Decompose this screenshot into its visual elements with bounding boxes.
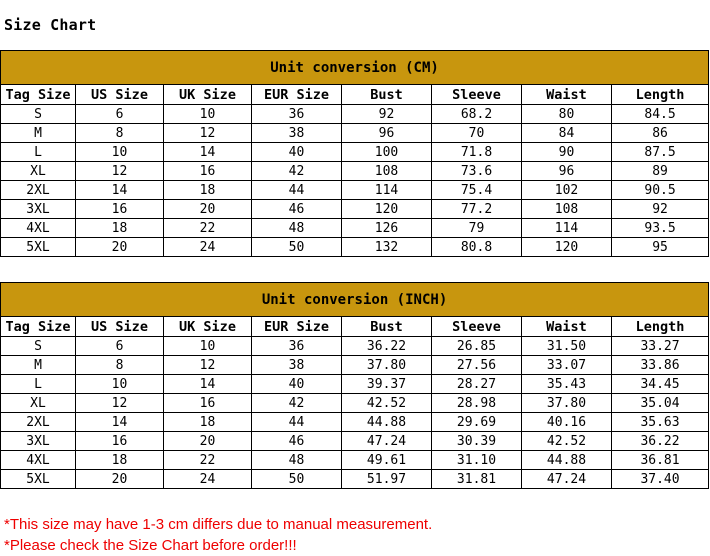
table-row [1,200,709,219]
table-cell: 42 [252,394,342,413]
table-cell: 12 [164,124,252,143]
table-cell: 20 [164,432,252,451]
column-header: Tag Size [1,317,76,337]
table-cell: 77.2 [432,200,522,219]
column-header: Sleeve [432,85,522,105]
table-cell: 35.63 [612,413,709,432]
table-cell: 18 [164,413,252,432]
table-cell: 73.6 [432,162,522,181]
table-cell: 36.22 [342,337,432,356]
table-row [1,413,709,432]
table-cell: 14 [76,181,164,200]
table-cell: 42 [252,162,342,181]
table-cell: 36 [252,105,342,124]
page-title: Size Chart [4,16,97,34]
table-cell: 87.5 [612,143,709,162]
table-cell: 2XL [1,413,76,432]
table-cell: 40 [252,143,342,162]
table-cell: 120 [522,238,612,257]
table-cell: 100 [342,143,432,162]
table-cell: 14 [164,375,252,394]
column-header: Tag Size [1,85,76,105]
table-cell: 44.88 [342,413,432,432]
table-cell: 29.69 [432,413,522,432]
table-cell: 12 [76,394,164,413]
table-cell: 10 [164,105,252,124]
table-row [1,238,709,257]
table-cell: 126 [342,219,432,238]
table-caption: Unit conversion (CM) [1,51,709,85]
table-cell: 33.86 [612,356,709,375]
table-cell: 27.56 [432,356,522,375]
table-cell: 90 [522,143,612,162]
table-cell: 16 [164,394,252,413]
table-row [1,470,709,489]
table-cell: 92 [612,200,709,219]
table-cell: 16 [76,200,164,219]
caption-row [1,283,709,317]
table-cell: 36 [252,337,342,356]
table-cell: 35.04 [612,394,709,413]
table-cell: 4XL [1,451,76,470]
table-cell: 22 [164,219,252,238]
table-cell: 34.45 [612,375,709,394]
table-cell: 84.5 [612,105,709,124]
table-cell: 28.98 [432,394,522,413]
table-cell: 12 [76,162,164,181]
table-cell: 47.24 [522,470,612,489]
table-cell: 22 [164,451,252,470]
table-cell: L [1,143,76,162]
table-cell: 80 [522,105,612,124]
table-cell: 108 [342,162,432,181]
table-cell: 6 [76,105,164,124]
table-cell: 5XL [1,238,76,257]
column-header: Bust [342,85,432,105]
table-cell: 6 [76,337,164,356]
table-cell: 24 [164,470,252,489]
table-cell: 108 [522,200,612,219]
table-cell: 35.43 [522,375,612,394]
table-cell: 28.27 [432,375,522,394]
table-cell: 8 [76,124,164,143]
table-cell: L [1,375,76,394]
table-cell: 120 [342,200,432,219]
table-cell: 18 [76,219,164,238]
table-cell: 31.81 [432,470,522,489]
table-cell: M [1,356,76,375]
column-header: Length [612,317,709,337]
table-cell: 40.16 [522,413,612,432]
column-header: Waist [522,317,612,337]
table-cell: 31.10 [432,451,522,470]
table-cell: 3XL [1,200,76,219]
note-measurement: *This size may have 1-3 cm differs due to manual measurement. [4,516,433,533]
table-cell: 30.39 [432,432,522,451]
caption-row [1,51,709,85]
table-cell: 102 [522,181,612,200]
table-cell: 48 [252,219,342,238]
size-table-inch [0,282,709,489]
table-cell: 95 [612,238,709,257]
table-cell: 44 [252,181,342,200]
table-cell: 26.85 [432,337,522,356]
table-cell: 18 [76,451,164,470]
table-cell: XL [1,394,76,413]
table-cell: 4XL [1,219,76,238]
table-cell: 18 [164,181,252,200]
table-row [1,394,709,413]
table-cell: 37.80 [342,356,432,375]
table-cell: 20 [76,470,164,489]
table-cell: 70 [432,124,522,143]
table-cell: 89 [612,162,709,181]
size-table-cm [0,50,709,257]
table-cell: 33.07 [522,356,612,375]
table-cell: 24 [164,238,252,257]
table-row [1,105,709,124]
table-cell: 38 [252,356,342,375]
table-cell: 68.2 [432,105,522,124]
table-cell: 38 [252,124,342,143]
table-cell: 51.97 [342,470,432,489]
table-cell: 86 [612,124,709,143]
table-cell: 10 [164,337,252,356]
table-cell: 96 [522,162,612,181]
column-header: Sleeve [432,317,522,337]
table-row [1,162,709,181]
table-cell: 36.22 [612,432,709,451]
table-cell: 42.52 [522,432,612,451]
table-cell: 14 [76,413,164,432]
column-header: UK Size [164,85,252,105]
table-cell: 10 [76,143,164,162]
table-cell: 84 [522,124,612,143]
table-cell: 40 [252,375,342,394]
table-cell: 93.5 [612,219,709,238]
table-row [1,451,709,470]
table-cell: 44 [252,413,342,432]
table-cell: 31.50 [522,337,612,356]
table-row [1,181,709,200]
table-cell: 8 [76,356,164,375]
table-cell: 49.61 [342,451,432,470]
table-caption: Unit conversion (INCH) [1,283,709,317]
table-cell: 132 [342,238,432,257]
table-cell: 92 [342,105,432,124]
table-cell: 114 [522,219,612,238]
table-cell: 20 [76,238,164,257]
table-cell: 2XL [1,181,76,200]
table-cell: 33.27 [612,337,709,356]
header-row [1,85,709,105]
table-cell: 10 [76,375,164,394]
table-row [1,337,709,356]
table-cell: 39.37 [342,375,432,394]
column-header: Length [612,85,709,105]
table-row [1,375,709,394]
table-cell: 79 [432,219,522,238]
table-cell: 50 [252,238,342,257]
table-cell: 3XL [1,432,76,451]
table-cell: 37.40 [612,470,709,489]
table-cell: S [1,105,76,124]
note-check-chart: *Please check the Size Chart before order!!! [4,537,297,554]
table-row [1,143,709,162]
table-cell: S [1,337,76,356]
column-header: US Size [76,85,164,105]
table-cell: 71.8 [432,143,522,162]
column-header: EUR Size [252,85,342,105]
table-cell: 36.81 [612,451,709,470]
table-cell: 37.80 [522,394,612,413]
header-row [1,317,709,337]
table-cell: 80.8 [432,238,522,257]
table-cell: 12 [164,356,252,375]
table-cell: 5XL [1,470,76,489]
table-cell: 50 [252,470,342,489]
column-header: Waist [522,85,612,105]
table-cell: 16 [76,432,164,451]
table-cell: 20 [164,200,252,219]
table-cell: 44.88 [522,451,612,470]
table-cell: 46 [252,432,342,451]
table-row [1,432,709,451]
table-cell: 75.4 [432,181,522,200]
table-cell: 114 [342,181,432,200]
table-cell: 46 [252,200,342,219]
column-header: US Size [76,317,164,337]
table-row [1,356,709,375]
table-cell: 42.52 [342,394,432,413]
table-cell: 96 [342,124,432,143]
table-cell: XL [1,162,76,181]
table-cell: 47.24 [342,432,432,451]
column-header: Bust [342,317,432,337]
table-cell: M [1,124,76,143]
column-header: UK Size [164,317,252,337]
notes [4,514,432,556]
table-cell: 90.5 [612,181,709,200]
table-row [1,124,709,143]
table-row [1,219,709,238]
table-cell: 16 [164,162,252,181]
column-header: EUR Size [252,317,342,337]
table-cell: 14 [164,143,252,162]
table-cell: 48 [252,451,342,470]
